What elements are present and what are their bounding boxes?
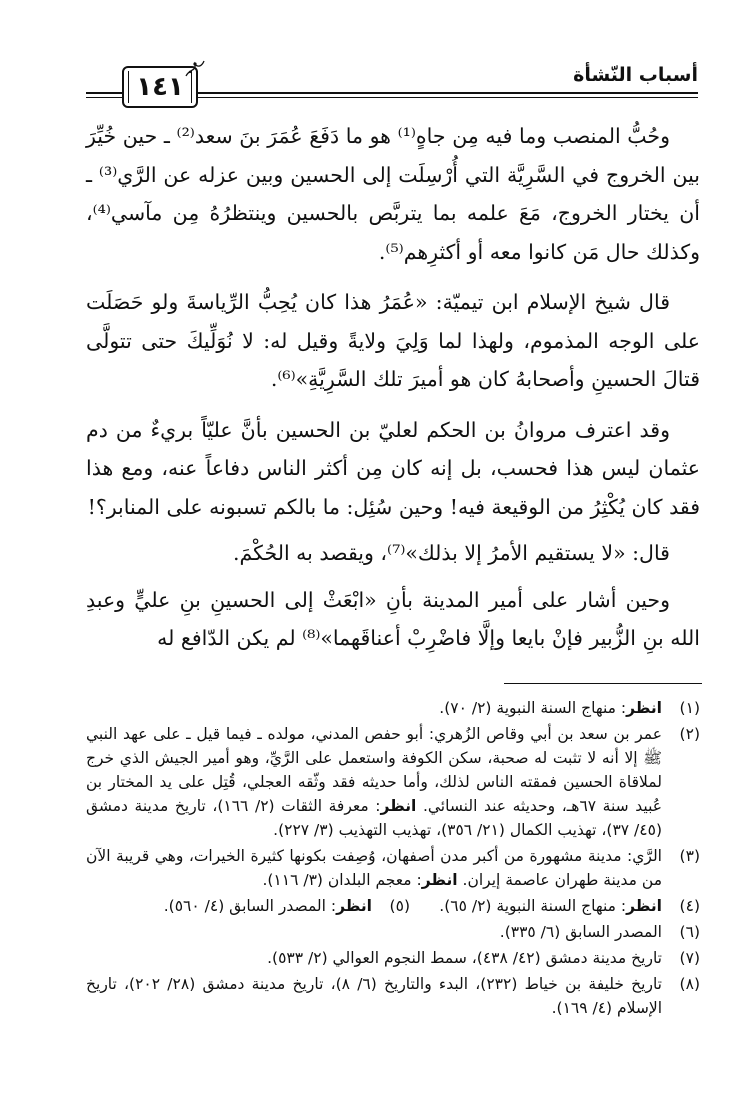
footnote-8 <box>86 972 700 1020</box>
paragraph-5: وحين أشار على أمير المدينة بأنِ «ابْعَثْ إلى الحسينِ بنِ عليٍّ وعبدِ الله بنِ الزُّبير فإنْ بايعا وإلَّا فاضْرِبْ أعناقَهما»⁽⁸⁾ لم يكن الدّافع له <box>86 587 700 650</box>
footnote-7 <box>86 946 700 970</box>
footnote-number: (٤) <box>679 897 700 915</box>
footnote-2 <box>86 722 700 842</box>
footnote-text: : منهاج السنة النبوية (٢/ ٦٥). <box>439 897 627 915</box>
paragraph-1: وحُبُّ المنصب وما فيه مِن جاهٍ⁽¹⁾ هو ما دَفَعَ عُمَرَ بنَ سعد⁽²⁾ ـ حين خُيِّرَ بين الخروج في السَّرِيَّة التي أُرْسِلَت إلى الحسين وبين عزله عن الرَّي⁽³⁾ ـ أن يختار الخروج، مَعَ علمه بما يتربَّص بالحسين وينتظرُهُ مِن مآسي⁽⁴⁾، وكذلك حال مَن كانوا معه أو أكثرِهم⁽⁵⁾. <box>86 124 701 264</box>
footnote-text: تاريخ خليفة بن خياط (٢٣٢)، البدء والتاريخ (٦/ ٨)، تاريخ مدينة دمشق (٢٨/ ٢٠٢)، تاريخ الإسلام (٤/ ١٦٩). <box>86 975 662 1017</box>
footnote-text: : منهاج السنة النبوية (٢/ ٧٠). <box>439 699 627 717</box>
footnote-text-2: : معجم البلدان (٣/ ١١٦). <box>262 871 422 889</box>
footnote-text: عمر بن سعد بن أبي وقاص الزُهري: أبو حفص المدني، مولده ـ فيما قيل ـ على عهد النبي ﷺ إلا أنه لا تثبت له صحبة، سكن الكوفة واستعمل على الرَّيِّ، وهو أمير الجيش الذي خرج لملاقاة الحسين فمقته الناس لذلك، وأما حديثه فقد وثّقه العجلي، قُتِل على يد المختار بن عُبيد سنة ٦٧هـ، وحديثه عند النسائي. <box>86 725 662 815</box>
footnote-text: تاريخ مدينة دمشق (٤٢/ ٤٣٨)، سمط النجوم العوالي (٢/ ٥٣٣). <box>267 949 662 967</box>
footnotes <box>86 696 700 1022</box>
footnote-separator <box>504 683 702 684</box>
footnote-keyword: انظر <box>421 871 458 889</box>
footnote-keyword: انظر <box>380 797 417 815</box>
footnote-text: المصدر السابق (٦/ ٣٣٥). <box>499 923 662 941</box>
footnote-text: الرَّي: مدينة مشهورة من أكبر مدن أصفهان، وُصِفت بكونها كثيرة الخيرات، وهي قريبة الآن من مدينة طهران عاصمة إيران. <box>86 847 662 889</box>
footnote-number: (٧) <box>679 949 700 967</box>
paragraph-4: قال: «لا يستقيم الأمرُ إلا بذلك»⁽⁷⁾، ويقصد به الحُكْمَ. <box>233 541 670 565</box>
footnote-number: (١) <box>679 699 700 717</box>
footnote-number: (٦) <box>679 923 700 941</box>
page-number: ١٤١ <box>136 72 184 102</box>
flourish-ornament-icon <box>184 58 206 80</box>
footnote-3 <box>86 844 700 892</box>
footnote-number: (٨) <box>679 975 700 993</box>
footnote-number: (٣) <box>679 847 700 865</box>
chapter-title: أسباب النّشأة <box>573 64 698 86</box>
page-header <box>86 60 698 110</box>
footnote-text: : المصدر السابق (٤/ ٥٦٠). <box>163 897 337 915</box>
paragraph-3: وقد اعترف مروانُ بن الحكم لعليّ بن الحسين بأنَّ عليّاً بريءٌ من دم عثمان ليس هذا فحسب، بل إنه كان مِن أكثر الناس دفاعاً عنه، ومع هذا فقد كان يُكْثِرُ من الوقيعة فيه! وحين سُئِل: ما بالكم تسبونه على المنابر؟! <box>86 417 700 519</box>
footnote-6 <box>86 920 700 944</box>
footnote-5 <box>86 894 410 918</box>
paragraph-2: قال شيخ الإسلام ابن تيميّة: «عُمَرُ هذا كان يُحِبُّ الرِّياسةَ ولو حَصَلَت على الوجه المذموم، ولهذا لما وَلِيَ ولايةً وقيل له: لا نُوَلِّيكَ حتى تتولَّى قتالَ الحسينِ وأصحابهُ كان هو أميرَ تلك السَّرِيَّةِ»⁽⁶⁾. <box>86 290 700 391</box>
footnote-1 <box>86 696 700 720</box>
footnote-keyword: انظر <box>336 897 372 915</box>
footnote-row-4-5 <box>86 894 700 918</box>
footnote-text-2: : معرفة الثقات (٢/ ١٦٦)، تاريخ مدينة دمشق (٤٥/ ٣٧)، تهذيب الكمال (٢١/ ٣٥٦)، تهذيب التهذيب (٣/ ٢٢٧). <box>86 797 662 839</box>
main-text <box>86 117 700 670</box>
footnote-keyword: انظر <box>626 897 662 915</box>
footnote-number: (٢) <box>679 725 700 743</box>
footnote-number: (٥) <box>389 897 410 915</box>
footnote-keyword: انظر <box>626 699 662 717</box>
footnote-4 <box>410 894 700 918</box>
